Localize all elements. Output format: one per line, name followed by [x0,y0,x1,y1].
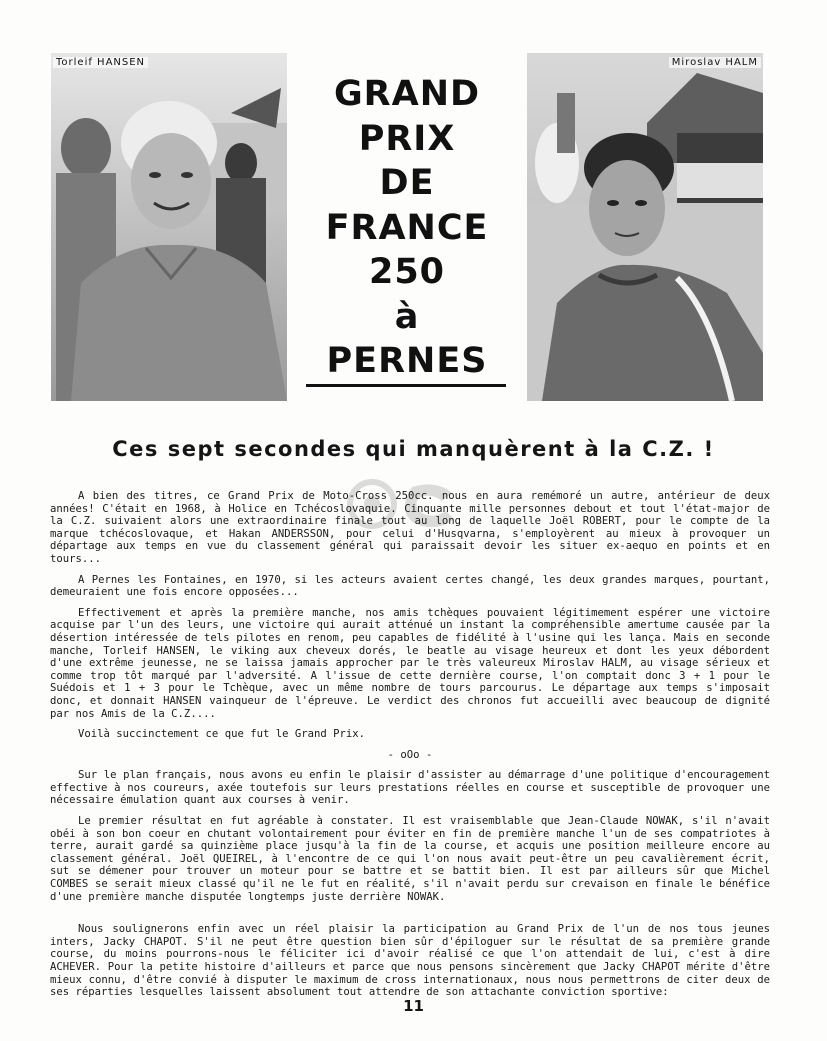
body-paragraph: A Pernes les Fontaines, en 1970, si les acteurs avaient certes changé, les deux grandes marques, pourtant, demeuraient une fois encore opposées... [50,573,770,599]
body-paragraph: Voilà succinctement ce que fut le Grand Prix. [78,728,366,741]
photo-right-image [527,53,763,401]
body-paragraph: Nous soulignerons enfin avec un réel plaisir la participation au Grand Prix de l'un de nos tous jeunes inters, Jacky CHAPOT. S'il ne peut être question bien sûr d'épiloguer sur le résultat de sa première grande course, du moins pourrons-nous le féliciter ici d'avoir réalisé ce que l'on attendait de lui, c'est à dire ACHEVER. Pour la petite histoire d'ailleurs et parce que nous pensons sincèrement que Jacky CHAPOT mérite d'être mieux connu, d'être convié à disputer le maximum de cross internationaux, nous nous permettrons de citer deux de ses réparties lesquelles laissent absolument tout attendre de son attachante conviction sportive: [50,923,770,999]
title-line: FRANCE [325,207,489,248]
photo-miroslav-halm [527,53,763,401]
photo-left-caption: Torleif HANSEN [53,57,148,68]
title-line: GRAND [333,74,481,114]
title-line: DE [379,163,435,203]
body-paragraph: Effectivement et après la première manche, nos amis tchèques pouvaient légitimement espérer une victoire acquise par l'un des leurs, une victoire qui aurait atténué un instant la compréhensible amertume causée par la désertion intéressée de tels pilotes en renom, peu capables de fidélité à l'usine qui les lança. Mais en seconde manche, Torleif HANSEN, le viking aux cheveux dorés, le beatle au visage heureux et dont les yeux débordent d'une extrême jeunesse, ne se laissa jamais approcher par le très valeureux Miroslav HALM, au visage sérieux et comme trop tôt marqué par l'adversité. A l'issue de cette dernière course, l'on comptait donc 3 + 1 pour le Suédois et 1 + 3 pour le Tchèque, avec un même nombre de tours parcourus. Le départage aux temps s'imposait donc, et donnait HANSEN vainqueur de l'épreuve. Le verdict des chronos fut accueilli avec beaucoup de dignité par nos Amis de la C.Z.... [50,606,770,720]
article-title [293,72,521,384]
article-subtitle: Ces sept secondes qui manquèrent à la C.Z. ! [112,437,715,461]
article-body [50,490,770,1007]
body-paragraph: Sur le plan français, nous avons eu enfin le plaisir d'assister au démarrage d'une politique d'encouragement effective à nos coureurs, axée toutefois sur leurs prestations réelles en course et susceptible de provoquer une nécessaire émulation quant aux courses à venir. [50,769,770,807]
photo-left-image [51,53,287,401]
section-separator: - oOo - [387,748,433,761]
title-line: 250 [368,252,446,292]
page-number: 11 [403,997,424,1015]
body-paragraph: A bien des titres, ce Grand Prix de Moto-Cross 250cc. nous en aura remémoré un autre, antérieur de deux années! C'était en 1968, à Holice en Tchécoslovaquie. Cinquante mille personnes debout et tout l'état-major de la C.Z. suivaient alors une extraordinaire finale tout au long de laquelle Joël ROBERT, pour le compte de la marque tchécoslovaque, et Hakan ANDERSSON, pour celui d'Husqvarna, s'employèrent au mieux à provoquer un départage aux temps en vue du classement général qui paraissait devoir les situer ex-aequo en points et en tours... [50,490,770,565]
title-line: à [394,296,420,337]
body-paragraph: Le premier résultat en fut agréable à constater. Il est vraisemblable que Jean-Claude NOWAK, s'il n'avait obéi à son bon coeur en chutant volontairement pour éviter en fin de première manche l'un de ses compatriotes à terre, aurait gardé sa quinzième place jusqu'à la fin de la course, et acquis une position meilleure encore au classement général. Joël QUEIREL, à l'encontre de ce qui l'on nous avait peut-être un peu cavalièrement écrit, sut se démener pour trouver un moteur pour se battre et se battit bien. Il est par ailleurs sûr que Michel COMBES se serait mieux classé qu'il ne le fut en réalité, s'il n'avait perdu sur crevaison en finale le bénéfice d'une première manche disputée longtemps juste derrière NOWAK. [50,815,770,903]
title-underline [306,384,506,387]
photo-right-caption: Miroslav HALM [669,57,761,68]
photo-torleif-hansen [51,53,287,401]
title-line: PERNES [326,341,488,381]
title-line: PRIX [358,118,456,159]
